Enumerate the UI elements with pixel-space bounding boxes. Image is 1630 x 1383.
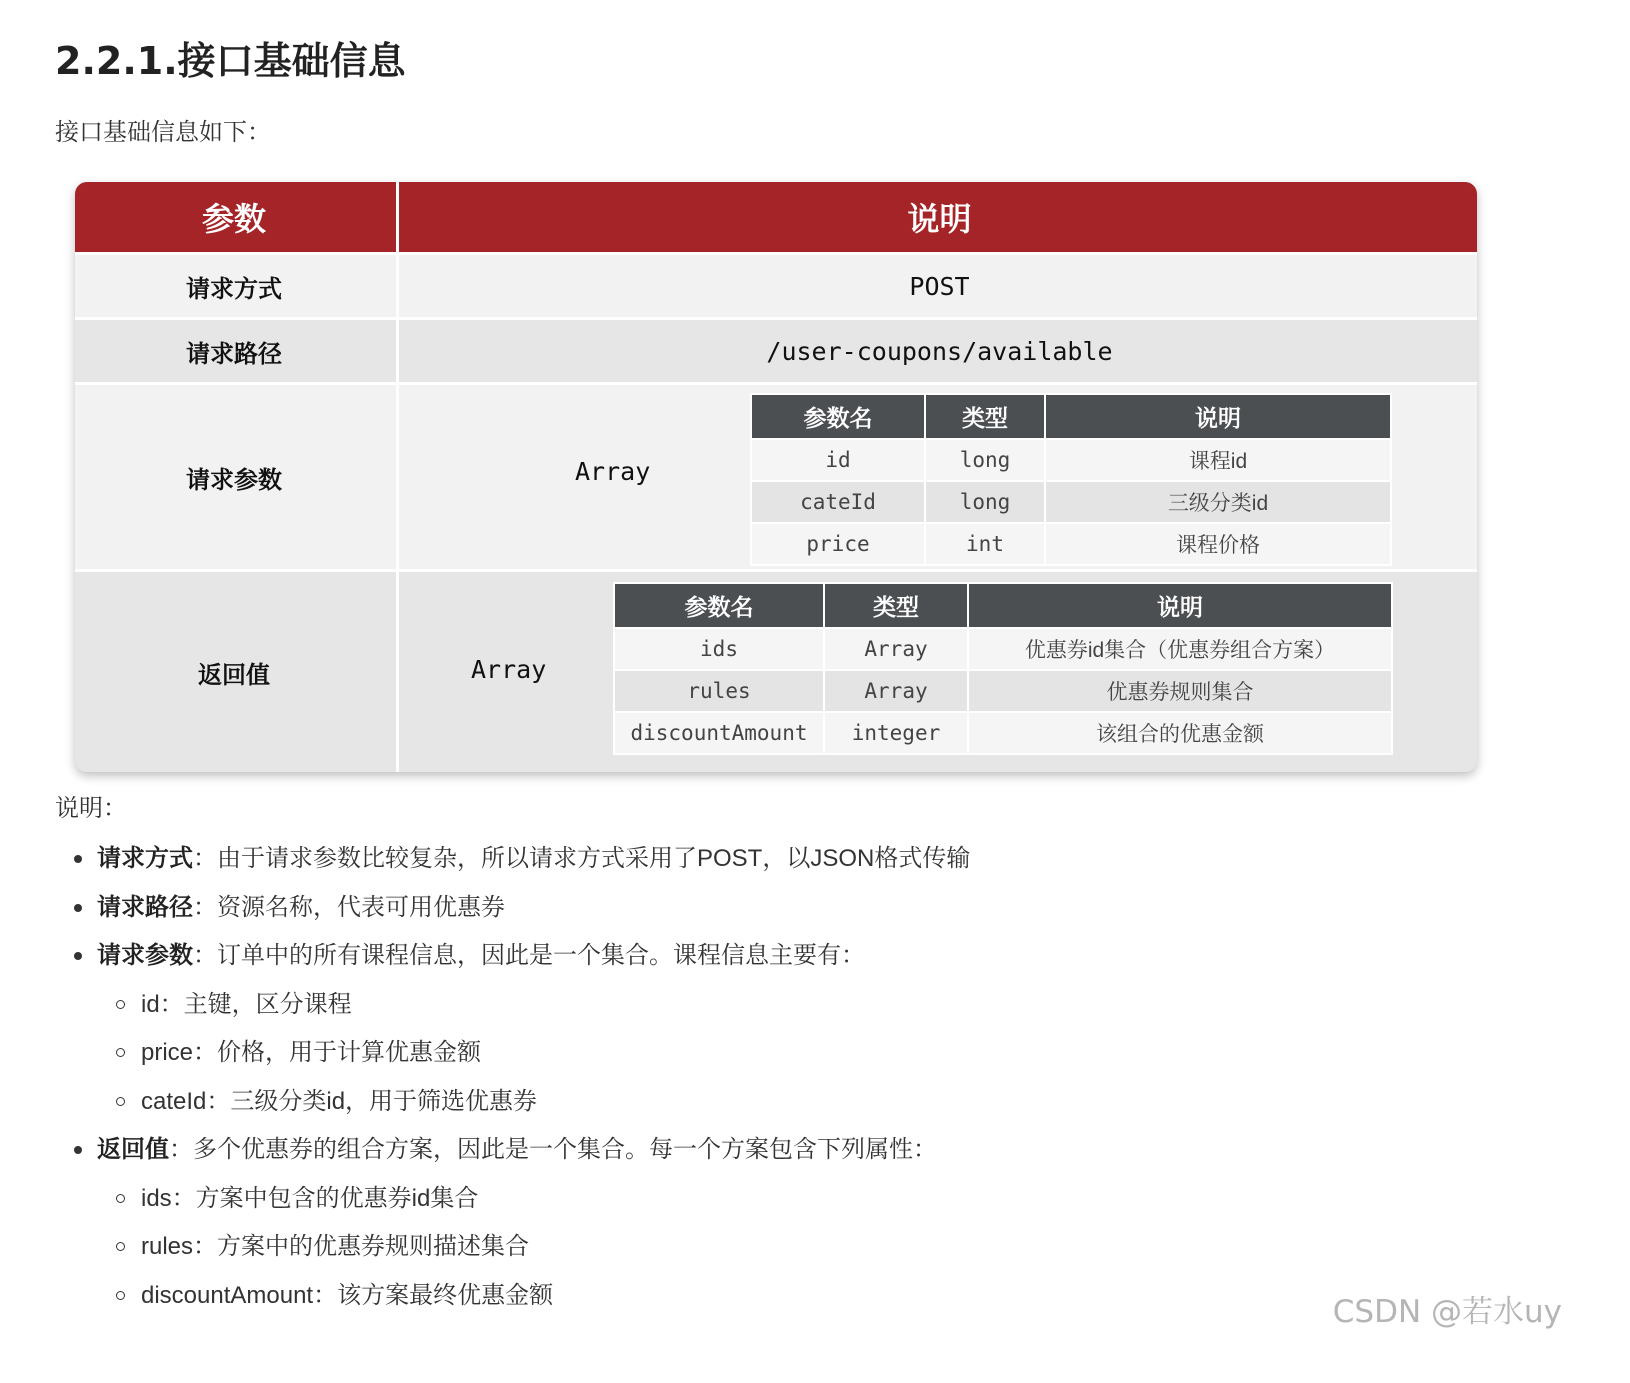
cell: Array: [824, 670, 968, 712]
cell: 优惠券规则集合: [968, 670, 1392, 712]
item-text: ：订单中的所有课程信息，因此是一个集合。课程信息主要有：: [193, 942, 865, 969]
sub-list-item: ids：方案中包含的优惠券id集合: [55, 1175, 1555, 1224]
col-header: 参数名: [614, 583, 824, 628]
response-fields-table: [613, 582, 1393, 755]
cell: cateId: [751, 481, 925, 523]
list-item: [55, 932, 1555, 981]
intro-text: 接口基础信息如下：: [55, 119, 271, 146]
item-key: 请求路径: [97, 893, 193, 921]
sub-list-item: cateId：三级分类id，用于筛选优惠券: [55, 1078, 1555, 1127]
table-row: [614, 712, 1392, 754]
row-label: 请求方式: [186, 274, 282, 303]
item-key: 请求方式: [97, 845, 193, 872]
cell: 该组合的优惠金额: [968, 712, 1392, 754]
col-header: 说明: [1045, 394, 1391, 439]
cell: 优惠券id集合（优惠券组合方案）: [968, 628, 1392, 670]
table-row: [614, 628, 1392, 670]
row-label: 返回值: [198, 660, 270, 689]
row-label: 请求路径: [186, 339, 282, 368]
cell: 三级分类id: [1045, 481, 1391, 523]
request-type: Array: [575, 457, 651, 486]
col-header: 类型: [925, 394, 1045, 439]
cell: id: [751, 439, 925, 481]
col-header: 说明: [968, 583, 1392, 628]
list-item: [55, 1126, 1555, 1175]
method-value: POST: [909, 271, 970, 301]
table-row: [751, 481, 1391, 523]
sub-list-item: price：价格，用于计算优惠金额: [55, 1029, 1555, 1078]
notes-list: [55, 835, 1555, 1320]
cell: 课程id: [1045, 439, 1391, 481]
cell: discountAmount: [614, 712, 824, 754]
col-header: 类型: [824, 583, 968, 628]
table-header: [75, 182, 1477, 252]
cell: ids: [614, 628, 824, 670]
row-path: [75, 320, 1477, 382]
row-label: 请求参数: [186, 465, 282, 494]
api-info-table: [75, 182, 1477, 772]
request-fields-table: [750, 393, 1392, 566]
cell: rules: [614, 670, 824, 712]
header-param: 参数: [201, 200, 266, 238]
notes-title: 说明：: [55, 795, 127, 822]
table-row: [614, 670, 1392, 712]
cell: int: [925, 523, 1045, 565]
item-text: ：资源名称，代表可用优惠券: [193, 893, 505, 921]
cell: long: [925, 439, 1045, 481]
row-request: [75, 385, 1477, 569]
table-row: [751, 439, 1391, 481]
cell: integer: [824, 712, 968, 754]
item-text: ：多个优惠券的组合方案，因此是一个集合。每一个方案包含下列属性：: [169, 1136, 937, 1163]
row-method: [75, 255, 1477, 317]
item-key: 返回值: [97, 1136, 169, 1163]
list-item: [55, 835, 1555, 884]
col-header: 参数名: [751, 394, 925, 439]
watermark: CSDN @若水uy: [1332, 1294, 1562, 1330]
header-desc: 说明: [396, 182, 1477, 252]
section-heading: 2.2.1.接口基础信息: [55, 39, 406, 83]
table-row: [751, 523, 1391, 565]
cell: long: [925, 481, 1045, 523]
cell: price: [751, 523, 925, 565]
row-response: [75, 572, 1477, 772]
response-type: Array: [471, 655, 547, 684]
cell: 课程价格: [1045, 523, 1391, 565]
sub-list-item: discountAmount：该方案最终优惠金额: [55, 1272, 1555, 1321]
sub-list-item: id：主键，区分课程: [55, 981, 1555, 1030]
list-item: [55, 884, 1555, 933]
sub-list-item: rules：方案中的优惠券规则描述集合: [55, 1223, 1555, 1272]
item-key: 请求参数: [97, 942, 193, 969]
path-value: /user-coupons/available: [766, 336, 1113, 366]
cell: Array: [824, 628, 968, 670]
item-text: ：由于请求参数比较复杂，所以请求方式采用了POST，以JSON格式传输: [193, 845, 971, 872]
